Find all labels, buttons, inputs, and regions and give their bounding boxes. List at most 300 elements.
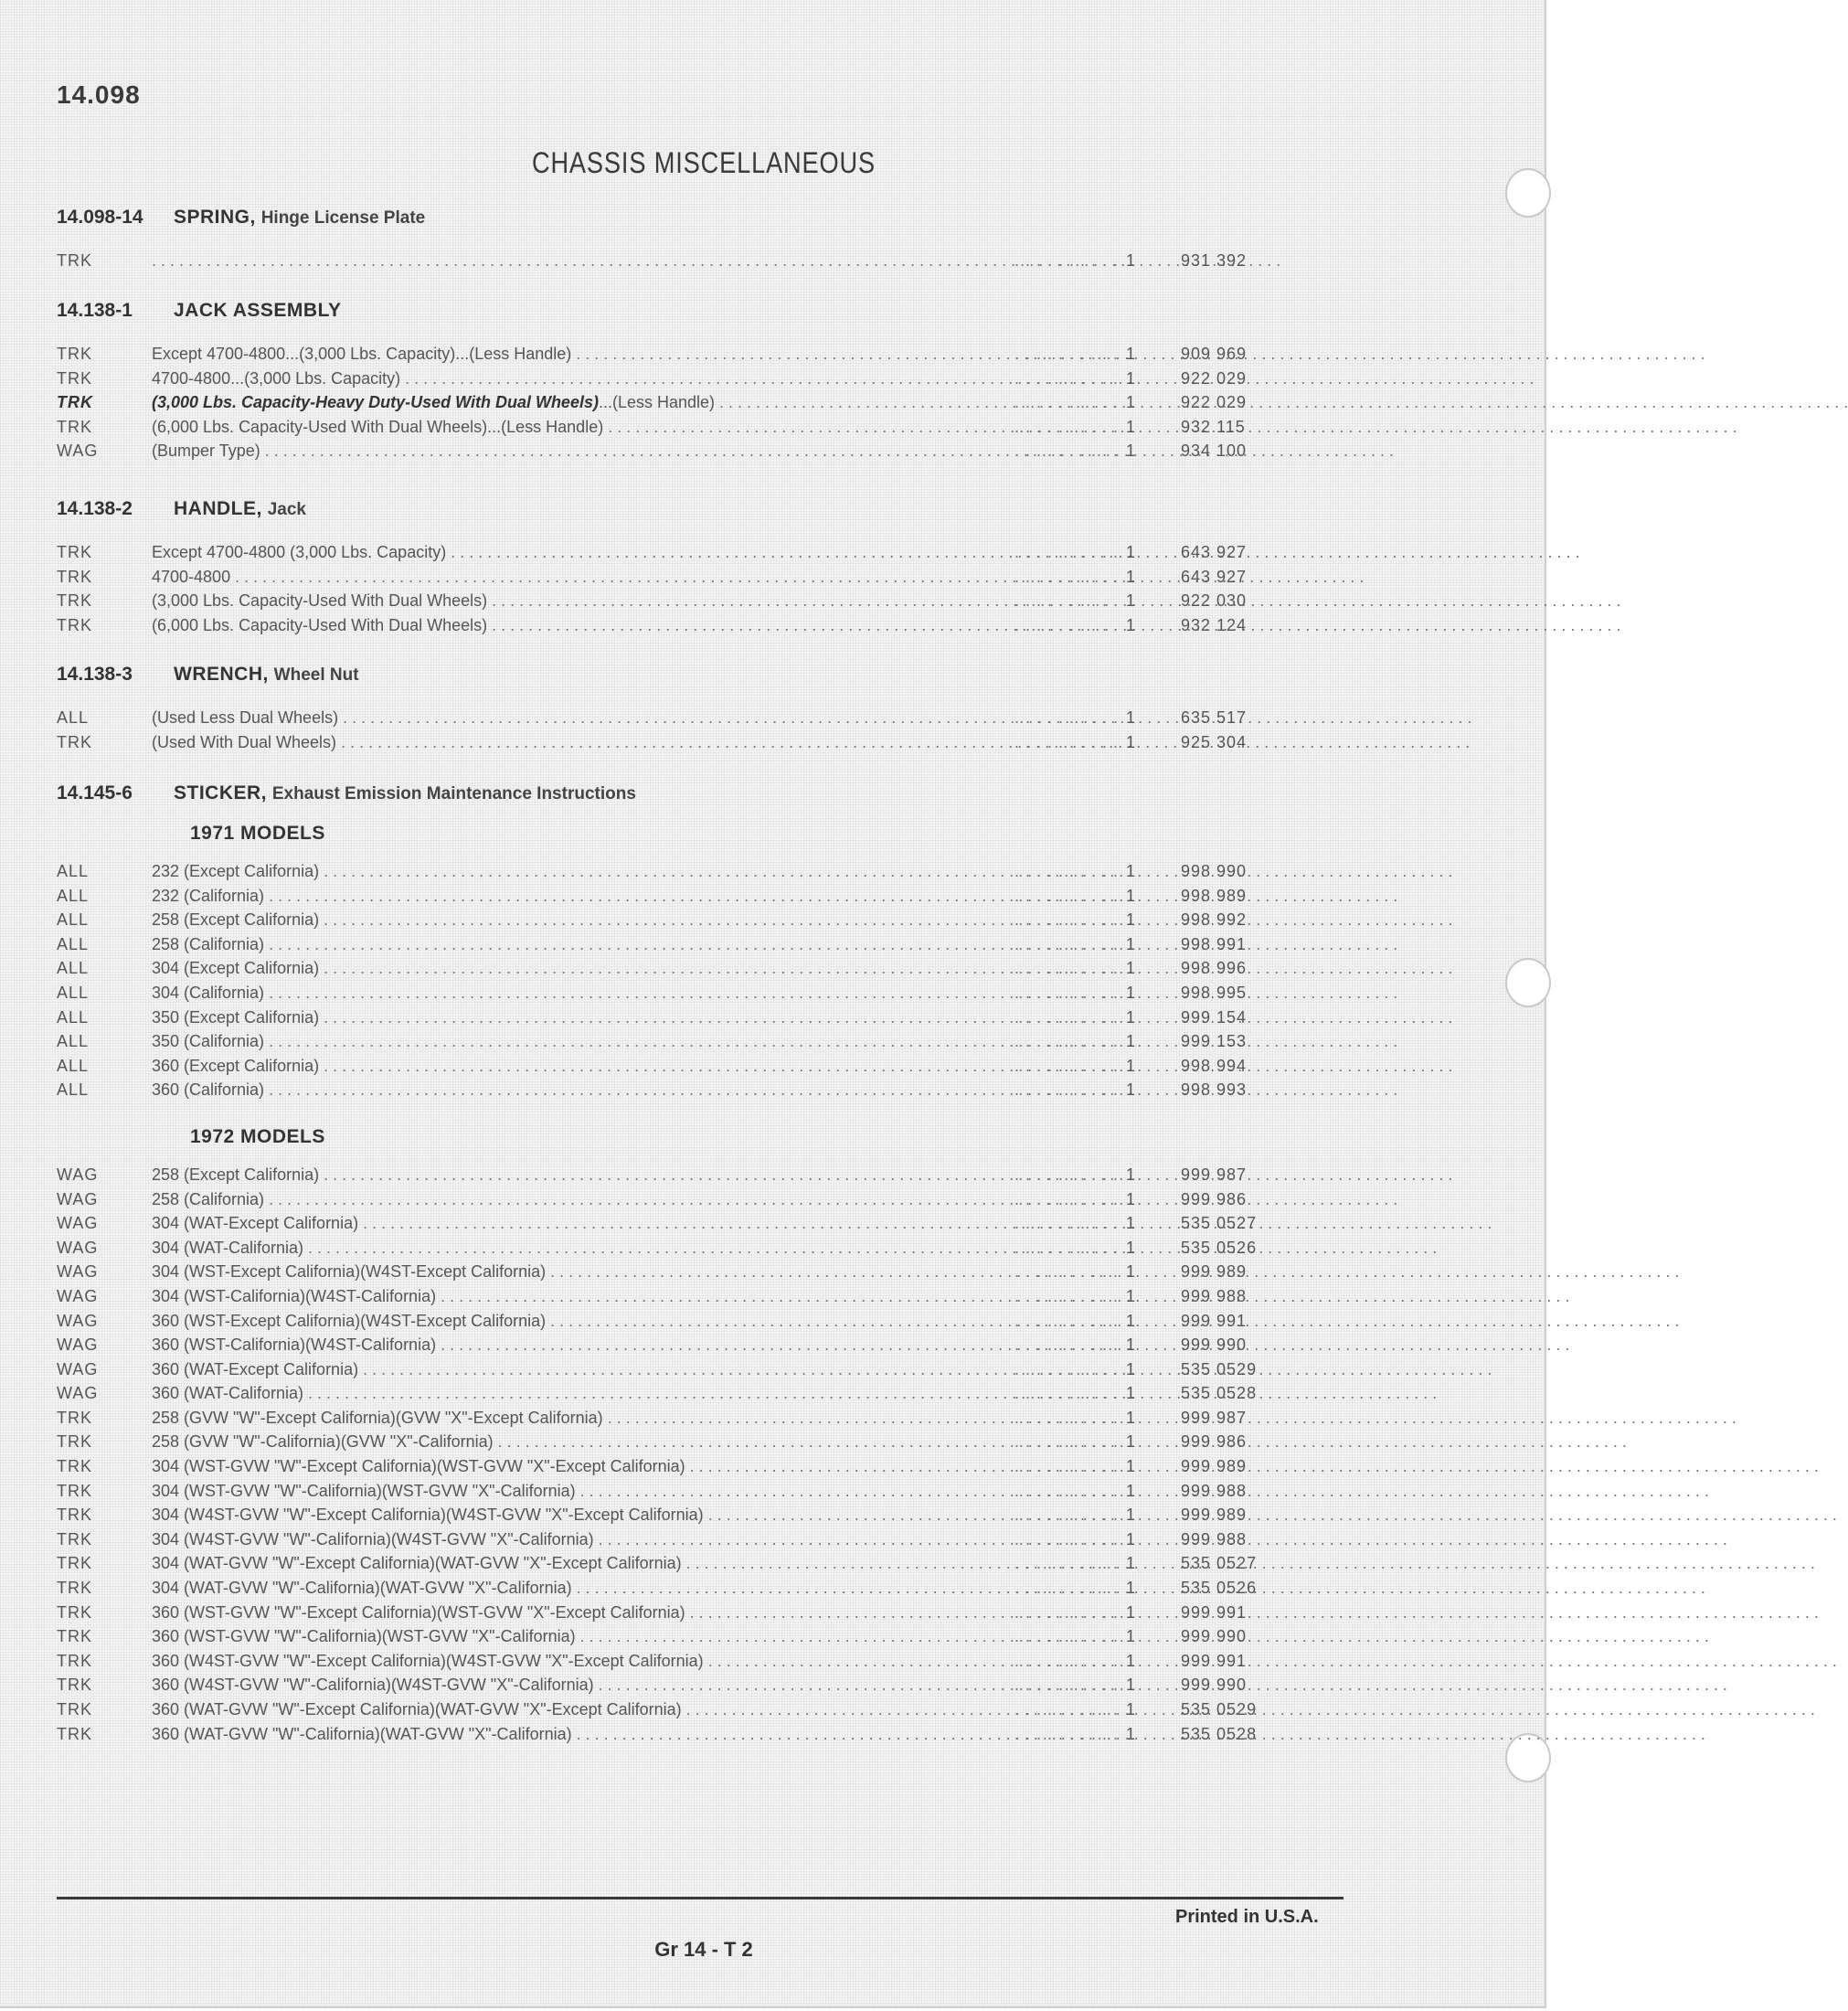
part-row (57, 884, 1327, 909)
part-description (152, 884, 1029, 909)
leader-dots: . . . . . . . . . . (1014, 1165, 1120, 1184)
part-description (152, 1479, 1029, 1504)
model-year-heading: 1971 MODELS (190, 823, 325, 844)
leader-dots: . . . . . . . . . . (1014, 862, 1120, 880)
description-text: 360 (WAT-California) (152, 1384, 304, 1403)
part-row (57, 1078, 1327, 1102)
part-number: 922 029 (1181, 393, 1248, 412)
model-code: TRK (57, 368, 92, 388)
description-text: (6,000 Lbs. Capacity-Used With Dual Wheels)...(Less Handle) (152, 417, 604, 436)
model-code: WAG (57, 1286, 99, 1305)
quantity: 1 (1126, 368, 1136, 388)
description-text: 258 (Except California) (152, 910, 320, 930)
leader-dots: . . . . . . . . . . (1014, 1602, 1120, 1622)
leader-dots: . . . . . . . . . . (1014, 417, 1120, 436)
quantity: 1 (1126, 1700, 1136, 1718)
part-qualifier: Exhaust Emission Maintenance Instructions (271, 784, 636, 803)
section-heading (57, 491, 1327, 527)
description-text: (3,000 Lbs. Capacity-Used With Dual Wheels) (152, 591, 488, 611)
part-description (152, 1163, 1029, 1187)
part-description (152, 932, 1029, 957)
part-description (152, 1624, 1029, 1649)
leader-dots: . . . . . . . . . . (1014, 886, 1120, 905)
model-code: WAG (57, 1238, 99, 1257)
leader-dots: . . . . . . . . . . (1014, 732, 1120, 751)
part-description (152, 1078, 1029, 1102)
page-title: CHASSIS MISCELLANEOUS (531, 146, 876, 179)
part-number: 922 029 (1181, 368, 1248, 388)
part-description (152, 249, 1029, 273)
parts-rows (57, 342, 1327, 463)
description-text: 350 (Except California) (152, 1007, 320, 1027)
model-code: WAG (57, 1335, 99, 1355)
quantity: 1 (1126, 934, 1136, 953)
part-row (57, 415, 1327, 440)
description-text: (Used Less Dual Wheels) (152, 708, 339, 727)
quantity: 1 (1126, 1432, 1136, 1452)
part-row (57, 1309, 1327, 1334)
part-description (152, 706, 1029, 730)
leader-dots: . . . . . . . . . . (1014, 591, 1120, 611)
parts-rows (57, 540, 1327, 637)
leader-dots: . . . . . . . . . . (1014, 910, 1120, 930)
part-section (57, 293, 1327, 463)
part-number: 999 990 (1181, 1627, 1248, 1646)
parts-rows (57, 249, 1327, 273)
part-number: 999 989 (1181, 1506, 1248, 1525)
part-number: 999 991 (1181, 1602, 1248, 1622)
part-row (57, 1029, 1327, 1054)
part-section (57, 656, 1327, 754)
part-number: 932 124 (1181, 615, 1248, 634)
quantity: 1 (1126, 1651, 1136, 1670)
part-description (152, 1309, 1029, 1334)
part-description (152, 1357, 1029, 1382)
quantity: 1 (1126, 1335, 1136, 1355)
leader-dots: . . . . . . . . . . (1014, 1457, 1120, 1476)
part-number: 999 987 (1181, 1165, 1248, 1184)
part-number: 999 154 (1181, 1007, 1248, 1027)
leader-dots: . . . . . . . . . . (1014, 708, 1120, 727)
part-description (152, 1187, 1029, 1212)
leader-dots: . . . . . . . . . . (1014, 251, 1120, 270)
binder-hole (1505, 168, 1551, 218)
leader-dots: . . . . . . . . . . (1014, 1262, 1120, 1282)
part-number: 535 0527 (1181, 1214, 1258, 1233)
model-code: TRK (57, 1481, 92, 1500)
description-text: 258 (California) (152, 934, 265, 953)
model-code: ALL (57, 959, 90, 978)
parts-rows (57, 1163, 1327, 1746)
section-code: 14.145-6 (57, 782, 133, 803)
part-row (57, 1454, 1327, 1479)
part-row (57, 249, 1327, 273)
binder-hole (1505, 958, 1551, 1007)
part-row (57, 1430, 1327, 1454)
quantity: 1 (1126, 910, 1136, 930)
leader-dots: . . . . . . . . . . (1014, 345, 1120, 363)
part-row (57, 1503, 1327, 1527)
part-description (152, 342, 1029, 367)
part-row (57, 1381, 1327, 1406)
part-row (57, 981, 1327, 1006)
parts-rows (57, 859, 1327, 1102)
quantity: 1 (1126, 393, 1136, 412)
leader-dots: . . . . . . . . . . (1014, 1676, 1120, 1695)
model-code: WAG (57, 1262, 99, 1282)
part-number: 999 990 (1181, 1676, 1248, 1695)
part-name: WRENCH, (174, 664, 269, 685)
quantity: 1 (1126, 1676, 1136, 1695)
part-row (57, 730, 1327, 755)
description-text: 4700-4800 (152, 567, 231, 586)
part-description (152, 859, 1029, 884)
model-code: TRK (57, 1676, 92, 1695)
description-text: 360 (WAT-GVW "W"-California)(WAT-GVW "X"-California) (152, 1724, 572, 1743)
quantity: 1 (1126, 543, 1136, 561)
model-code: TRK (57, 732, 92, 751)
description-text: 304 (WST-California)(W4ST-California) (152, 1286, 437, 1305)
leader-dots: . . . . . . . . . . (1014, 983, 1120, 1002)
part-section (57, 199, 1327, 273)
leader-dots: . . . . . . . . . . (1014, 1408, 1120, 1427)
part-description (152, 1054, 1029, 1079)
model-code: TRK (57, 591, 92, 611)
quantity: 1 (1126, 1384, 1136, 1403)
model-code: TRK (57, 615, 92, 634)
quantity: 1 (1126, 1529, 1136, 1548)
part-description (152, 1006, 1029, 1030)
model-code: TRK (57, 1700, 92, 1718)
description-text: 360 (WST-GVW "W"-Except California)(WST-GVW "X"-Except California) (152, 1602, 685, 1622)
quantity: 1 (1126, 1007, 1136, 1027)
quantity: 1 (1126, 567, 1136, 586)
description-text: 360 (WAT-GVW "W"-Except California)(WAT-GVW "X"-Except California) (152, 1700, 682, 1718)
part-description (152, 730, 1029, 755)
model-code: TRK (57, 345, 92, 363)
quantity: 1 (1126, 1262, 1136, 1282)
model-code: TRK (57, 1506, 92, 1525)
part-description (152, 589, 1029, 613)
description-text: 258 (GVW "W"-Except California)(GVW "X"-Except California) (152, 1408, 603, 1427)
leader-dots: . . . . . . . . . . (1014, 1056, 1120, 1075)
description-text: 258 (California) (152, 1189, 265, 1208)
part-number: 909 969 (1181, 345, 1248, 363)
model-code: ALL (57, 983, 90, 1002)
description-text: Except 4700-4800 (3,000 Lbs. Capacity) (152, 543, 447, 561)
leader-dots: . . . . . . . . . . (1014, 1384, 1120, 1403)
group-footer: Gr 14 - T 2 (654, 1938, 753, 1961)
description-text: 360 (Except California) (152, 1056, 320, 1075)
part-row (57, 540, 1327, 565)
quantity: 1 (1126, 1457, 1136, 1476)
section-code: 14.098-14 (57, 207, 143, 228)
section-code: 14.138-3 (57, 664, 133, 685)
part-number: 535 0527 (1181, 1554, 1258, 1573)
part-name: JACK ASSEMBLY (174, 300, 342, 321)
part-row (57, 1163, 1327, 1187)
model-code: TRK (57, 1651, 92, 1670)
quantity: 1 (1126, 886, 1136, 905)
part-row (57, 1006, 1327, 1030)
quantity: 1 (1126, 1080, 1136, 1100)
part-row (57, 1479, 1327, 1504)
leader-dots: . . . . . . . . . . (1014, 959, 1120, 978)
part-row (57, 1211, 1327, 1236)
quantity: 1 (1126, 1579, 1136, 1598)
leader-dots: . . . . . . . . . . (1014, 1554, 1120, 1573)
description-text: 304 (WAT-Except California) (152, 1214, 359, 1233)
part-name: STICKER, (174, 782, 268, 803)
part-number: 535 0529 (1181, 1359, 1258, 1378)
description-text: 304 (W4ST-GVW "W"-California)(W4ST-GVW "X"-California) (152, 1529, 594, 1548)
model-year-heading: 1972 MODELS (190, 1125, 325, 1147)
footer-rule (57, 1897, 1344, 1899)
section-code: 14.138-1 (57, 300, 133, 321)
section-heading (57, 199, 1327, 236)
leader-dots: . . . . . . . . . . (1014, 368, 1120, 388)
printed-in-label: Printed in U.S.A. (1175, 1907, 1319, 1927)
description-text: 304 (California) (152, 983, 265, 1002)
description-text: 360 (W4ST-GVW "W"-Except California)(W4ST-GVW "X"-Except California) (152, 1651, 704, 1670)
leader-dots: . . . . . . . . . . (1014, 1579, 1120, 1598)
model-code: WAG (57, 442, 99, 461)
leader-dots: . . . . . . . . . . (1014, 1032, 1120, 1051)
part-description (152, 908, 1029, 932)
part-row (57, 613, 1327, 638)
part-row (57, 439, 1327, 463)
quantity: 1 (1126, 1602, 1136, 1622)
part-number: 999 153 (1181, 1032, 1248, 1051)
part-number: 999 987 (1181, 1408, 1248, 1427)
description-text: (Bumper Type) (152, 442, 260, 461)
quantity: 1 (1126, 1627, 1136, 1646)
model-code: WAG (57, 1359, 99, 1378)
model-code: TRK (57, 1529, 92, 1548)
section-heading (57, 656, 1327, 693)
part-number: 999 988 (1181, 1529, 1248, 1548)
description-text: 232 (California) (152, 886, 265, 905)
part-number: 998 991 (1181, 934, 1248, 953)
leader-dots: . . . . . . . . . . (1014, 1214, 1120, 1233)
part-number: 931 392 (1181, 251, 1248, 270)
quantity: 1 (1126, 959, 1136, 978)
section-code: 14.138-2 (57, 498, 133, 519)
quantity: 1 (1126, 1238, 1136, 1257)
model-code: TRK (57, 1579, 92, 1598)
model-code: TRK (57, 1408, 92, 1427)
part-name: SPRING, (174, 207, 256, 228)
model-code: WAG (57, 1165, 99, 1184)
model-code: ALL (57, 1056, 90, 1075)
quantity: 1 (1126, 1506, 1136, 1525)
quantity: 1 (1126, 732, 1136, 751)
leader-dots: . . . . . . . . . . (1014, 1286, 1120, 1305)
quantity: 1 (1126, 1359, 1136, 1378)
part-description (152, 1381, 1029, 1406)
description-text: (3,000 Lbs. Capacity-Heavy Duty-Used With Dual Wheels) (152, 393, 599, 412)
part-row (57, 390, 1327, 415)
quantity: 1 (1126, 983, 1136, 1002)
part-number: 998 993 (1181, 1080, 1248, 1100)
part-row (57, 932, 1327, 957)
part-description (152, 1284, 1029, 1309)
part-section (57, 491, 1327, 637)
part-description (152, 956, 1029, 981)
model-code: TRK (57, 1432, 92, 1452)
part-row (57, 706, 1327, 730)
part-row (57, 1187, 1327, 1212)
model-code: WAG (57, 1214, 99, 1233)
part-number: 932 115 (1181, 417, 1246, 436)
leader-dots: . . . . . . . . . . (1014, 442, 1120, 461)
part-row (57, 1527, 1327, 1552)
description-text: 304 (W4ST-GVW "W"-Except California)(W4ST-GVW "X"-Except California) (152, 1506, 704, 1525)
description-text: 304 (WAT-GVW "W"-Except California)(WAT-GVW "X"-Except California) (152, 1554, 682, 1573)
quantity: 1 (1126, 251, 1136, 270)
leader-dots: . . . . . . . . . . (1014, 1481, 1120, 1500)
part-description (152, 1406, 1029, 1431)
part-qualifier: Jack (267, 500, 306, 519)
part-row (57, 1722, 1327, 1747)
quantity: 1 (1126, 1214, 1136, 1233)
leader-dots: . . . . . . . . . . (1014, 1359, 1120, 1378)
model-code: TRK (57, 543, 92, 561)
quantity: 1 (1126, 591, 1136, 611)
model-code: TRK (57, 1554, 92, 1573)
model-code: TRK (57, 251, 92, 270)
model-code: TRK (57, 1457, 92, 1476)
leader-dots: . . . . . . . . . . (1014, 1311, 1120, 1330)
model-code: ALL (57, 886, 90, 905)
quantity: 1 (1126, 1286, 1136, 1305)
model-code: TRK (57, 417, 92, 436)
part-row (57, 1551, 1327, 1576)
part-section (57, 775, 1327, 1746)
description-text: 258 (GVW "W"-California)(GVW "X"-California) (152, 1432, 494, 1452)
description-text: 360 (WST-GVW "W"-California)(WST-GVW "X"-California) (152, 1627, 576, 1646)
part-number: 998 989 (1181, 886, 1248, 905)
part-description (152, 1236, 1029, 1261)
description-text: Except 4700-4800...(3,000 Lbs. Capacity)...(Less Handle) (152, 345, 572, 363)
section-heading (57, 775, 1327, 812)
part-name: HANDLE, (174, 498, 262, 519)
part-description (152, 439, 1029, 463)
quantity: 1 (1126, 708, 1136, 727)
description-text: 304 (WAT-California) (152, 1238, 304, 1257)
leader-dots: . . . . . . . . . . (1014, 1189, 1120, 1208)
part-number: 535 0528 (1181, 1724, 1258, 1743)
part-row (57, 1624, 1327, 1649)
part-description (152, 1649, 1029, 1674)
leader-dots: . . . . . . . . . . (1014, 1651, 1120, 1670)
model-code: ALL (57, 1032, 90, 1051)
part-number: 998 994 (1181, 1056, 1248, 1075)
model-code: WAG (57, 1384, 99, 1403)
part-number: 998 990 (1181, 862, 1248, 880)
quantity: 1 (1126, 1189, 1136, 1208)
part-description (152, 613, 1029, 638)
model-code: ALL (57, 1007, 90, 1027)
description-text: 304 (Except California) (152, 959, 320, 978)
model-code: TRK (57, 1724, 92, 1743)
part-number: 998 995 (1181, 983, 1248, 1002)
part-description (152, 1673, 1029, 1697)
part-row (57, 1357, 1327, 1382)
part-description (152, 565, 1029, 590)
model-code: ALL (57, 708, 90, 727)
model-code: TRK (57, 1627, 92, 1646)
quantity: 1 (1126, 1481, 1136, 1500)
parts-rows (57, 706, 1327, 754)
part-row (57, 1260, 1327, 1284)
part-description (152, 1029, 1029, 1054)
leader-dots: . . . . . . . . . . (1014, 1432, 1120, 1452)
part-row (57, 1054, 1327, 1079)
description-text: 360 (WST-California)(W4ST-California) (152, 1335, 437, 1355)
part-number: 999 988 (1181, 1481, 1248, 1500)
part-description (152, 1697, 1029, 1722)
part-row (57, 859, 1327, 884)
part-row (57, 1576, 1327, 1601)
quantity: 1 (1126, 615, 1136, 634)
description-text: 360 (California) (152, 1080, 265, 1100)
part-number: 999 986 (1181, 1432, 1248, 1452)
part-description (152, 1576, 1029, 1601)
part-number: 934 100 (1181, 442, 1248, 461)
quantity: 1 (1126, 1408, 1136, 1427)
description-text: (6,000 Lbs. Capacity-Used With Dual Wheels) (152, 615, 488, 634)
leader-dots: . . . . . . . . . . (1014, 1700, 1120, 1718)
part-description (152, 1260, 1029, 1284)
quantity: 1 (1126, 345, 1136, 363)
part-number: 998 996 (1181, 959, 1248, 978)
model-code: ALL (57, 910, 90, 930)
part-row (57, 1284, 1327, 1309)
part-number: 535 0526 (1181, 1238, 1258, 1257)
model-code: TRK (57, 1602, 92, 1622)
description-text: 350 (California) (152, 1032, 265, 1051)
leader-dots: . . . . . . . . . . (1014, 393, 1120, 412)
part-description (152, 1527, 1029, 1552)
part-row (57, 1649, 1327, 1674)
part-number: 535 0526 (1181, 1579, 1258, 1598)
part-number: 643 927 (1181, 543, 1248, 561)
part-number: 535 0528 (1181, 1384, 1258, 1403)
part-number: 922 030 (1181, 591, 1248, 611)
part-number: 999 990 (1181, 1335, 1248, 1355)
description-text: 304 (WST-GVW "W"-Except California)(WST-GVW "X"-Except California) (152, 1457, 685, 1476)
part-row (57, 1406, 1327, 1431)
page-number: 14.098 (57, 80, 141, 109)
section-heading (57, 293, 1327, 329)
part-number: 999 986 (1181, 1189, 1248, 1208)
part-description (152, 1601, 1029, 1625)
part-number: 999 991 (1181, 1311, 1248, 1330)
part-description (152, 540, 1029, 565)
model-year-group (57, 1121, 1327, 1746)
description-text: (Used With Dual Wheels) (152, 732, 337, 751)
part-description (152, 1551, 1029, 1576)
part-number: 535 0529 (1181, 1700, 1258, 1718)
part-description (152, 1454, 1029, 1479)
part-number: 999 989 (1181, 1262, 1248, 1282)
part-description (152, 1211, 1029, 1236)
part-row (57, 956, 1327, 981)
quantity: 1 (1126, 1311, 1136, 1330)
part-qualifier: Hinge License Plate (260, 208, 426, 228)
part-row (57, 565, 1327, 590)
